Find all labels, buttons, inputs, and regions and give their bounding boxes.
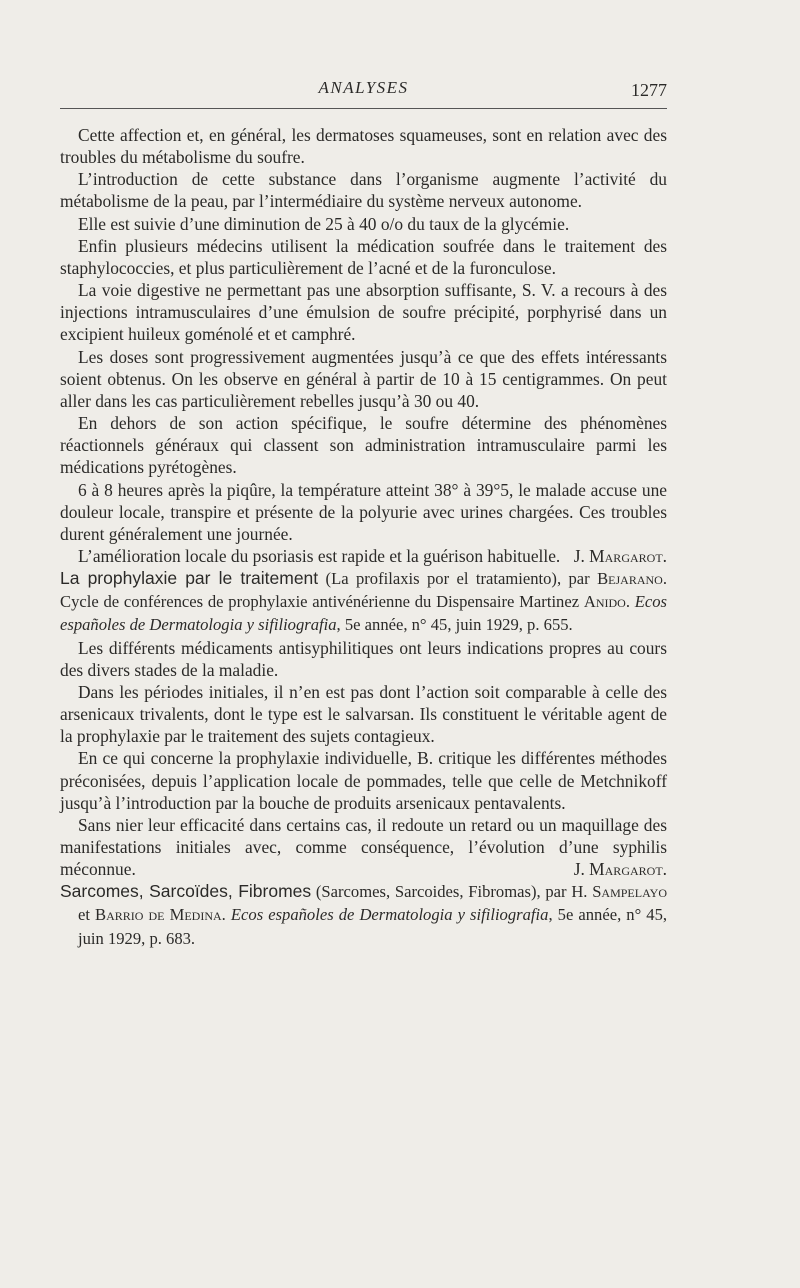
author-name: Barrio de Medina xyxy=(95,905,222,925)
citation-details: , 5e année, n° 45, juin 1929, p. 683. xyxy=(78,905,668,948)
reviewer-signature: J. Margarot. xyxy=(573,859,667,880)
author-name: Bejarano xyxy=(597,569,663,589)
author-name: H. Sampelayo xyxy=(571,882,667,902)
entry-title: Sarcomes, Sarcoïdes, Fibromes xyxy=(60,881,312,902)
journal-title: Ecos españoles de Dermatologia y sifiliografia xyxy=(60,592,668,635)
original-title: (La profilaxis por el tratamiento), par xyxy=(318,569,598,589)
paragraph: Enfin plusieurs médecins utilisent la médication soufrée dans le traitement des staphylococcies, et plus particulièrement de l’acné et de la furonculose. xyxy=(60,235,667,278)
paragraph: L’introduction de cette substance dans l’organisme augmente l’activité du métabolisme de la peau, par l’intermédiaire du système nerveux autonome. xyxy=(60,169,667,212)
page-header xyxy=(60,74,667,109)
paragraph-text: L’amélioration locale du psoriasis est rapide et la guérison habituelle. xyxy=(78,545,561,566)
paragraph: En ce qui concerne la prophylaxie individuelle, B. critique les différentes méthodes préconisées, depuis l’application locale de pommades, telle que celle de Metchnikoff jusqu’à l’introduction par la bouche de produits arsenicaux pentavalents. xyxy=(60,748,667,813)
paragraph-with-signature xyxy=(60,545,667,567)
paragraph: La voie digestive ne permettant pas une absorption suffisante, S. V. a recours à des injections intramusculaires d’une émulsion de soufre précipité, porphyrisé dans un excipient huileux goménolé et et camphré. xyxy=(60,280,667,345)
review-3 xyxy=(60,880,667,949)
citation-details: , 5e année, n° 45, juin 1929, p. 655. xyxy=(336,615,573,635)
original-title: (Sarcomes, Sarcoides, Fibromas), par xyxy=(311,882,572,902)
conjunction: et xyxy=(78,905,96,925)
bibliographic-entry xyxy=(60,567,667,636)
paragraph: Les doses sont progressivement augmentées jusqu’à ce que des effets intéressants soient obtenus. On les observe en général à partir de 10 à 15 centigrammes. On peut aller dans les cas particulièrement rebelles jusqu’à 30 ou 40. xyxy=(60,346,667,411)
paragraph: 6 à 8 heures après la piqûre, la température atteint 38° à 39°5, le malade accuse une douleur locale, transpire et présente de la polyurie avec urines chargées. Ces troubles durent généralement une journée. xyxy=(60,479,667,544)
separator: . xyxy=(221,905,231,925)
paragraph-text: Sans nier leur efficacité dans certains cas, il redoute un retard ou un maquillage des manifestations initiales avec, comme conséquence, l’évolution d’une syphilis méconnue. xyxy=(60,814,667,880)
page-number: 1277 xyxy=(631,80,667,100)
separator: . xyxy=(625,592,635,612)
paragraph: En dehors de son action spécifique, le soufre détermine des phénomènes réactionnels généraux qui classent son administration intramusculaire parmi les médications pyrétogènes. xyxy=(60,413,667,478)
running-title: ANALYSES xyxy=(318,78,409,97)
review-1 xyxy=(60,124,667,567)
bibliographic-entry xyxy=(60,880,667,949)
paragraph: Dans les périodes initiales, il n’en est pas dont l’action soit comparable à celle des arsenicaux trivalents, dont le type est le salvarsan. Ils constituent le véritable agent de la prophylaxie par le traitement des sujets contagieux. xyxy=(60,681,667,747)
author-name: Anido xyxy=(583,592,626,612)
paragraph-with-signature xyxy=(60,814,667,880)
page-body xyxy=(60,124,667,950)
entry-description: . Cycle de conférences de prophylaxie antivénérienne du Dispensaire Martinez xyxy=(60,569,668,612)
review-2 xyxy=(60,567,667,880)
entry-title: La prophylaxie par le traitement xyxy=(60,568,319,589)
paragraph: Elle est suivie d’une diminution de 25 à 40 o/o du taux de la glycémie. xyxy=(78,213,570,234)
paragraph: Cette affection et, en général, les dermatoses squameuses, sont en relation avec des troubles du métabolisme du soufre. xyxy=(60,125,667,168)
reviewer-signature: J. Margarot. xyxy=(573,545,667,566)
paragraph: Les différents médicaments antisyphilitiques ont leurs indications propres au cours des divers stades de la maladie. xyxy=(60,637,667,680)
journal-title: Ecos españoles de Dermatologia y sifiliografia xyxy=(230,905,549,925)
